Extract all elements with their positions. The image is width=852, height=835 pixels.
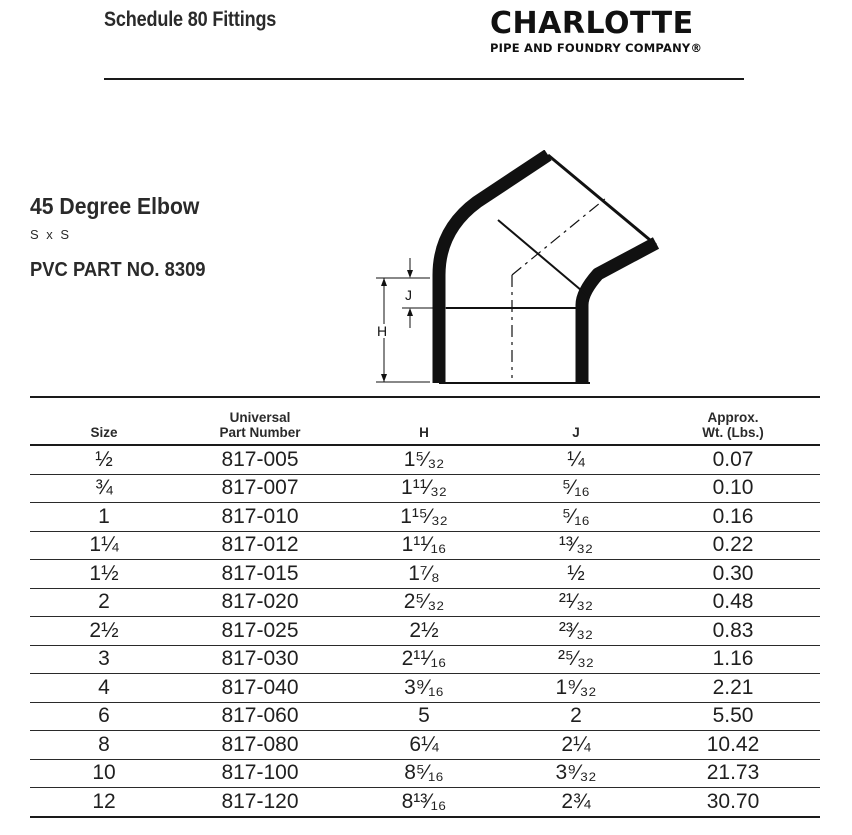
cell-h: 1¹¹⁄₃₂	[342, 474, 506, 503]
table-row	[30, 731, 820, 760]
cell-h: 2½	[342, 617, 506, 646]
cell-size: 1¼	[30, 531, 178, 560]
cell-h: 5	[342, 702, 506, 731]
cell-h: 1¹¹⁄₁₆	[342, 531, 506, 560]
table-row	[30, 560, 820, 589]
cell-part: 817-025	[178, 617, 342, 646]
table-row	[30, 788, 820, 817]
cell-part: 817-030	[178, 645, 342, 674]
header-weight-line1: Approx.	[707, 410, 759, 425]
header-j: J	[506, 397, 646, 445]
cell-weight: 0.48	[646, 588, 820, 617]
cell-j: ²⁵⁄₃₂	[506, 645, 646, 674]
cell-size: ½	[30, 445, 178, 474]
dimensions-table	[30, 396, 820, 818]
cell-j: ¼	[506, 445, 646, 474]
cell-weight: 21.73	[646, 759, 820, 788]
cell-h: 8¹³⁄₁₆	[342, 788, 506, 817]
table-row	[30, 531, 820, 560]
cell-part: 817-100	[178, 759, 342, 788]
brand-subtitle: PIPE AND FOUNDRY COMPANY®	[490, 41, 703, 55]
cell-j: ⁵⁄₁₆	[506, 503, 646, 532]
cell-part: 817-040	[178, 674, 342, 703]
cell-h: 1⁷⁄₈	[342, 560, 506, 589]
table-row	[30, 474, 820, 503]
elbow-outer-wall	[439, 155, 548, 383]
cell-h: 2¹¹⁄₁₆	[342, 645, 506, 674]
table-row	[30, 759, 820, 788]
header-part-line1: Universal	[229, 410, 291, 425]
cell-h: 3⁹⁄₁₆	[342, 674, 506, 703]
cell-j: 2	[506, 702, 646, 731]
cell-size: 10	[30, 759, 178, 788]
section-title: Schedule 80 Fittings	[104, 8, 277, 31]
cell-weight: 0.30	[646, 560, 820, 589]
cell-j: 1⁹⁄₃₂	[506, 674, 646, 703]
cell-j: ½	[506, 560, 646, 589]
cell-j: 2¾	[506, 788, 646, 817]
cell-part: 817-015	[178, 560, 342, 589]
table-row	[30, 588, 820, 617]
cell-weight: 10.42	[646, 731, 820, 760]
cell-size: 2½	[30, 617, 178, 646]
table-row	[30, 503, 820, 532]
cell-j: 3⁹⁄₃₂	[506, 759, 646, 788]
cell-part: 817-007	[178, 474, 342, 503]
product-name: 45 Degree Elbow	[30, 193, 200, 219]
table-row	[30, 645, 820, 674]
cell-weight: 0.22	[646, 531, 820, 560]
cell-part: 817-080	[178, 731, 342, 760]
cell-size: 1	[30, 503, 178, 532]
part-number: PVC PART NO. 8309	[30, 259, 206, 281]
cell-h: 1⁵⁄₃₂	[342, 445, 506, 474]
cell-h: 6¼	[342, 731, 506, 760]
cell-h: 1¹⁵⁄₃₂	[342, 503, 506, 532]
brand-logo	[490, 8, 740, 55]
cell-weight: 30.70	[646, 788, 820, 817]
cell-size: 3	[30, 645, 178, 674]
product-connection: S x S	[30, 227, 72, 242]
table-row	[30, 674, 820, 703]
table-row	[30, 445, 820, 474]
cell-weight: 2.21	[646, 674, 820, 703]
header-part-number	[178, 397, 342, 445]
cell-weight: 0.10	[646, 474, 820, 503]
cell-h: 8⁵⁄₁₆	[342, 759, 506, 788]
cell-weight: 1.16	[646, 645, 820, 674]
cell-size: ¾	[30, 474, 178, 503]
cell-part: 817-010	[178, 503, 342, 532]
cell-j: ¹³⁄₃₂	[506, 531, 646, 560]
cell-weight: 5.50	[646, 702, 820, 731]
elbow-drawing	[360, 150, 670, 388]
cell-weight: 0.83	[646, 617, 820, 646]
header-size: Size	[30, 397, 178, 445]
cell-j: ⁵⁄₁₆	[506, 474, 646, 503]
cell-size: 6	[30, 702, 178, 731]
cell-size: 12	[30, 788, 178, 817]
brand-name: CHARLOTTE	[490, 6, 694, 41]
table-row	[30, 617, 820, 646]
header-weight	[646, 397, 820, 445]
header-divider	[104, 78, 744, 80]
cell-size: 1½	[30, 560, 178, 589]
cell-size: 4	[30, 674, 178, 703]
cell-part: 817-120	[178, 788, 342, 817]
cell-part: 817-012	[178, 531, 342, 560]
cell-h: 2⁵⁄₃₂	[342, 588, 506, 617]
table-row	[30, 702, 820, 731]
cell-j: ²¹⁄₃₂	[506, 588, 646, 617]
cell-size: 8	[30, 731, 178, 760]
header-h: H	[342, 397, 506, 445]
cell-part: 817-060	[178, 702, 342, 731]
header-weight-line2: Wt. (Lbs.)	[702, 425, 764, 440]
cell-weight: 0.16	[646, 503, 820, 532]
elbow-centerline-diagonal	[512, 198, 606, 275]
elbow-inner-wall	[582, 243, 656, 383]
table-header-row	[30, 397, 820, 445]
cell-part: 817-005	[178, 445, 342, 474]
cell-j: ²³⁄₃₂	[506, 617, 646, 646]
cell-weight: 0.07	[646, 445, 820, 474]
cell-size: 2	[30, 588, 178, 617]
header-part-line2: Part Number	[219, 425, 301, 440]
cell-part: 817-020	[178, 588, 342, 617]
dimension-label-h: H	[377, 323, 388, 339]
dimension-label-j: J	[405, 287, 412, 303]
cell-j: 2¼	[506, 731, 646, 760]
